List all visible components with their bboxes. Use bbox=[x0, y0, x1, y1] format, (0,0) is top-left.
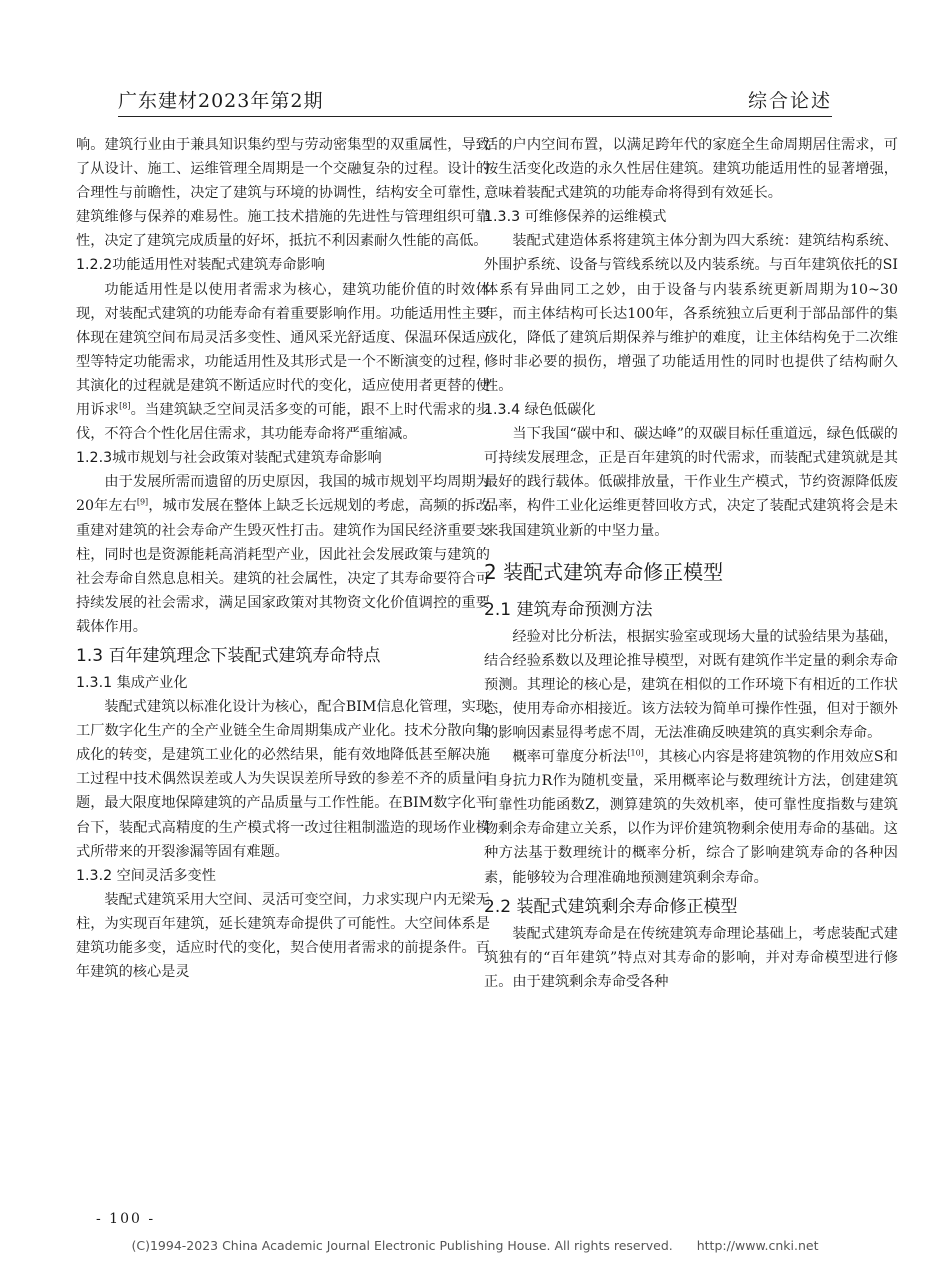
paragraph: 响。建筑行业由于兼具知识集约型与劳动密集型的双重属性，导致了从设计、施工、运维管理全周期是一个交融复杂的过程。设计的合理性与前瞻性，决定了建筑与环境的协调性，结构安全可靠性，建筑维修与保养的难易性。施工技术措施的先进性与管理组织可靠性，决定了建筑完成质量的好坏，抵抗不利因素耐久性能的高低。 bbox=[76, 137, 490, 250]
heading-1-2-3: 1.2.3城市规划与社会政策对装配式建筑寿命影响 bbox=[76, 450, 382, 467]
paragraph: 当下我国“碳中和、碳达峰”的双碳目标任重道远，绿色低碳的可持续发展理念，正是百年建筑的时代需求，而装配式建筑就是其最好的践行载体。低碳排放量，干作业生产模式，节约资源降低废品率，构件工业化运维更替回收方式，决定了装配式建筑将会是未来我国建筑业新的中坚力量。 bbox=[484, 426, 898, 539]
footer-link[interactable]: http://www.cnki.net bbox=[696, 1238, 819, 1253]
heading-1-3-2: 1.3.2 空间灵活多变性 bbox=[76, 867, 216, 884]
heading-1-3-3: 1.3.3 可维修保养的运维模式 bbox=[484, 209, 667, 226]
running-header bbox=[118, 82, 832, 117]
right-column bbox=[484, 133, 898, 994]
heading-1-2-2: 1.2.2功能适用性对装配式建筑寿命影响 bbox=[76, 257, 325, 274]
citation-8: [8] bbox=[119, 401, 131, 411]
heading-1-3-4: 1.3.4 绿色低碳化 bbox=[484, 402, 596, 419]
citation-10: [10] bbox=[627, 748, 644, 758]
copyright-footer bbox=[0, 1238, 950, 1253]
paragraph: 功能适用性是以使用者需求为核心，建筑功能价值的时效体现，对装配式建筑的功能寿命有着重要影响作用。功能适用性主要体现在建筑空间布局灵活多变性、通风采光舒适度、保温环保适应型等特定功能需求，功能适用性及其形式是一个不断演变的过程，其演化的过程就是建筑不断适应时代的变化，适应使用者更替的使用诉求[8]。当建筑缺乏空间灵活多变的可能，跟不上时代需求的步伐，不符合个性化居住需求，其功能寿命将严重缩减。 bbox=[76, 281, 490, 443]
paragraph: 经验对比分析法，根据实验室或现场大量的试验结果为基础，结合经验系数以及理论推导模型，对既有建筑作半定量的剩余寿命预测。其理论的核心是，建筑在相似的工作环境下有相近的工作状态，使用寿命亦相接近。该方法较为简单可操作性强，但对于额外的影响因素显得考虑不周，无法准确反映建筑的真实剩余寿命。 bbox=[484, 628, 898, 741]
left-column bbox=[76, 133, 490, 984]
paragraph: 装配式建筑采用大空间、灵活可变空间，力求实现户内无梁无柱，为实现百年建筑，延长建筑寿命提供了可能性。大空间体系是建筑功能多变，适应时代的变化，契合使用者需求的前提条件。百年建筑的核心是灵 bbox=[76, 891, 490, 981]
heading-1-3-1: 1.3.1 集成产业化 bbox=[76, 674, 188, 691]
paragraph: 活的户内空间布置，以满足跨年代的家庭全生命周期居住需求，可按生活变化改造的永久性居住建筑。建筑功能适用性的显著增强，意味着装配式建筑的功能寿命将得到有效延长。 bbox=[484, 137, 898, 202]
paragraph: 装配式建筑以标准化设计为核心，配合BIM信息化管理，实现工厂数字化生产的全产业链全生命周期集成产业化。技术分散向集成化的转变，是建筑工业化的必然结果，能有效地降低甚至解决施工过程中技术偶然误差或人为失误误差所导致的参差不齐的质量问题，最大限度地保障建筑的产品质量与工作性能。在BIM数字化平台下，装配式高精度的生产模式将一改过往粗制滥造的现场作业模式所带来的开裂渗漏等固有难题。 bbox=[76, 699, 490, 860]
copyright-text: (C)1994-2023 China Academic Journal Electronic Publishing House. All rights reserved. bbox=[131, 1238, 673, 1253]
heading-1-3: 1.3 百年建筑理念下装配式建筑寿命特点 bbox=[76, 645, 381, 666]
paragraph: 装配式建造体系将建筑主体分割为四大系统：建筑结构系统、外围护系统、设备与管线系统以及内装系统。与百年建筑依托的SI体系有异曲同工之妙，由于设备与内装系统更新周期为10~30年，而主体结构可长达100年，各系统独立后更利于部品部件的集成化，降低了建筑后期保养与维护的难度，让主体结构免于二次维修时非必要的损伤，增强了功能适用性的同时也提供了结构耐久性。 bbox=[484, 233, 898, 394]
section-title: 综合论述 bbox=[747, 90, 832, 112]
heading-2-1: 2.1 建筑寿命预测方法 bbox=[484, 599, 653, 620]
citation-9: [9] bbox=[136, 497, 149, 507]
heading-2-2: 2.2 装配式建筑剩余寿命修正模型 bbox=[484, 896, 738, 917]
paragraph: 概率可靠度分析法[10]，其核心内容是将建筑物的作用效应S和自身抗力R作为随机变量，采用概率论与数理统计方法，创建建筑可靠性功能函数Z，测算建筑的失效机率，使可靠性度指数与建筑物剩余寿命建立关系，以作为评价建筑物剩余使用寿命的基础。这种方法基于数理统计的概率分析，综合了影响建筑寿命的各种因素，能够较为合理准确地预测建筑剩余寿命。 bbox=[484, 748, 898, 886]
paragraph: 由于发展所需而遗留的历史原因，我国的城市规划平均周期为20年左右[9]，城市发展在整体上缺乏长远规划的考虑，高频的拆改重建对建筑的社会寿命产生毁灭性打击。建筑作为国民经济重要支柱，同时也是资源能耗高消耗型产业，因此社会发展政策与建筑的社会寿命自然息息相关。建筑的社会属性，决定了其寿命要符合可持续发展的社会需求，满足国家政策对其物资文化价值调控的重要载体作用。 bbox=[76, 474, 490, 635]
heading-2: 2 装配式建筑寿命修正模型 bbox=[484, 559, 724, 584]
page-number: - 100 - bbox=[96, 1211, 156, 1227]
journal-title: 广东建材2023年第2期 bbox=[118, 90, 324, 112]
paragraph: 装配式建筑寿命是在传统建筑寿命理论基础上，考虑装配式建筑独有的“百年建筑”特点对其寿命的影响，并对寿命模型进行修正。由于建筑剩余寿命受各种 bbox=[484, 925, 898, 990]
